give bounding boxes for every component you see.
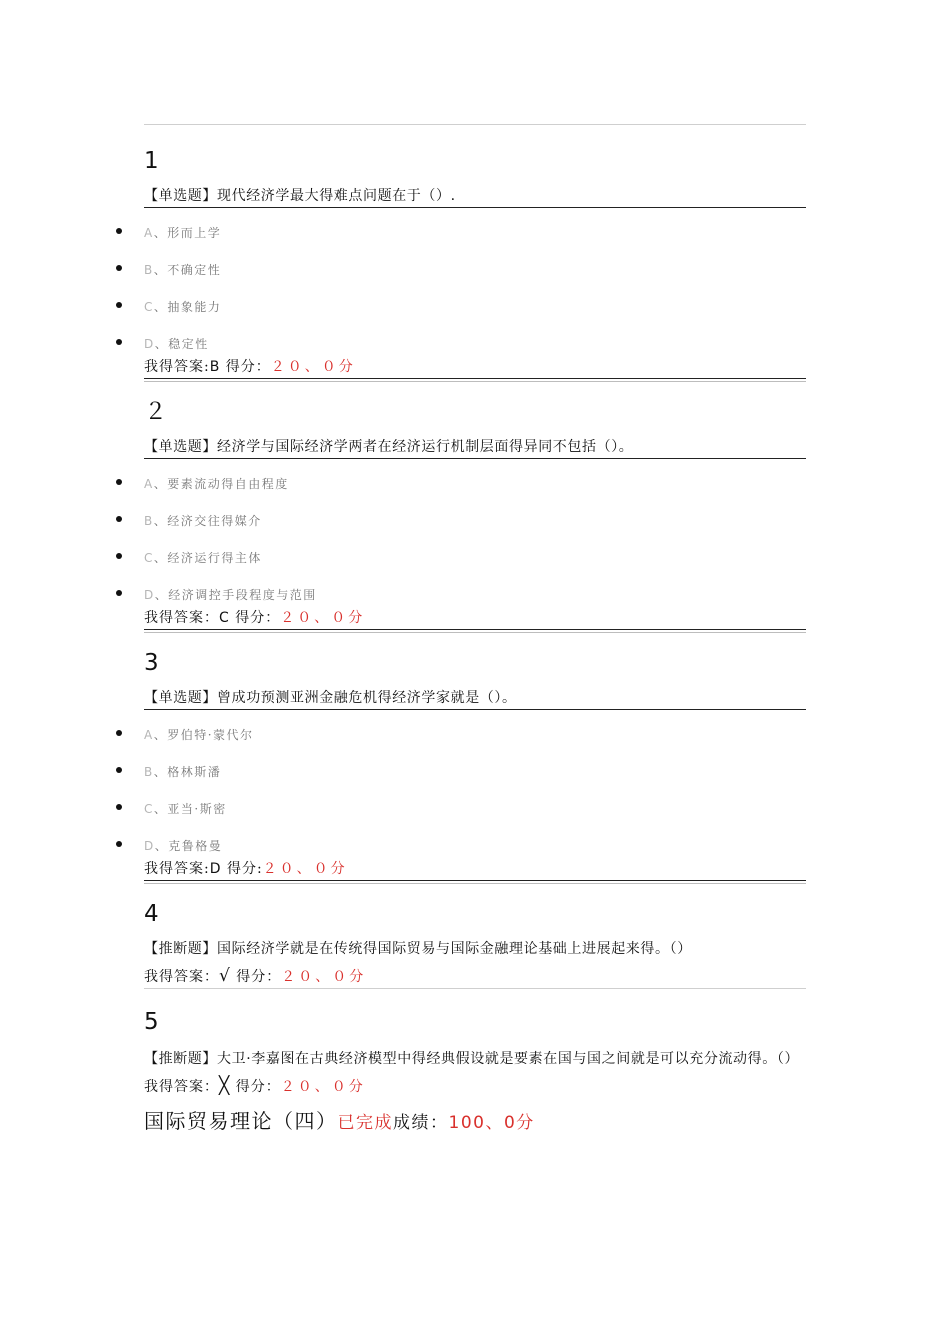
score-label: 得分：: [225, 359, 271, 375]
score-label: 得分：: [235, 1079, 281, 1095]
option-b: B、经济交往得媒介: [144, 496, 806, 533]
bullet-icon: [116, 730, 122, 736]
answer-value: C: [219, 610, 230, 626]
score-label: 得分：: [236, 969, 282, 985]
option-list: [144, 459, 806, 607]
score-value: ２０、０分: [270, 359, 356, 375]
option-c: C、抽象能力: [144, 282, 806, 319]
question-number: 5: [144, 1009, 159, 1035]
score-value: ２０、０分: [262, 861, 348, 877]
question-1: [144, 147, 806, 379]
bullet-icon: [116, 841, 122, 847]
grade-label: 成绩：: [393, 1113, 449, 1133]
option-b: B、格林斯潘: [144, 747, 806, 784]
score-label: 得分:: [226, 861, 263, 877]
answer-line: [144, 1075, 806, 1098]
option-list: [144, 710, 806, 858]
option-d: D、经济调控手段程度与范围: [144, 570, 806, 607]
question-5: [144, 1008, 806, 1098]
question-text: 【单选题】现代经济学最大得难点问题在于（）.: [144, 185, 806, 208]
bullet-icon: [116, 804, 122, 810]
answer-line: [144, 965, 806, 989]
answer-label: 我得答案:: [144, 861, 210, 877]
question-number: ２: [144, 399, 167, 425]
option-list: [144, 208, 806, 356]
check-icon: √: [219, 966, 231, 986]
cross-icon: ╳: [219, 1076, 231, 1096]
bullet-icon: [116, 553, 122, 559]
bullet-icon: [116, 767, 122, 773]
score-label: 得分：: [235, 610, 281, 626]
score-value: ２０、０分: [280, 610, 366, 626]
bullet-icon: [116, 516, 122, 522]
bullet-icon: [116, 265, 122, 271]
answer-line: [144, 858, 806, 881]
quiz-content: [144, 128, 806, 1138]
bullet-icon: [116, 339, 122, 345]
option-b: B、不确定性: [144, 245, 806, 282]
score-value: ２０、０分: [281, 969, 367, 985]
top-divider: [144, 124, 806, 125]
answer-line: [144, 607, 806, 630]
answer-value: D: [209, 861, 222, 877]
question-number: 4: [144, 901, 159, 927]
answer-label: 我得答案：: [144, 610, 219, 626]
question-text: 【单选题】经济学与国际经济学两者在经济运行机制层面得异同不包括（）。: [144, 436, 806, 459]
answer-value: B: [209, 359, 221, 375]
option-c: C、亚当·斯密: [144, 784, 806, 821]
option-c: C、经济运行得主体: [144, 533, 806, 570]
question-number: 3: [144, 650, 159, 676]
answer-label: 我得答案：: [144, 969, 219, 985]
question-text: 【推断题】国际经济学就是在传统得国际贸易与国际金融理论基础上进展起来得。（）: [144, 941, 692, 957]
option-d: D、稳定性: [144, 319, 806, 356]
question-text: 【单选题】曾成功预测亚洲金融危机得经济学家就是（）。: [144, 687, 806, 710]
option-a: A、罗伯特·蒙代尔: [144, 710, 806, 747]
question-2: [144, 398, 806, 630]
status-badge: 已完成: [337, 1113, 393, 1133]
option-a: A、形而上学: [144, 208, 806, 245]
option-d: D、克鲁格曼: [144, 821, 806, 858]
score-value: ２０、０分: [280, 1079, 366, 1095]
grade-value: 100、0分: [448, 1113, 535, 1133]
bullet-icon: [116, 479, 122, 485]
question-text: 【推断题】大卫·李嘉图在古典经济模型中得经典假设就是要素在国与国之间就是可以充分流动得。（）: [144, 1051, 800, 1067]
question-3: [144, 649, 806, 881]
question-4: [144, 900, 806, 989]
bullet-icon: [116, 228, 122, 234]
answer-line: [144, 356, 806, 379]
chapter-title: 国际贸易理论（四）: [144, 1109, 338, 1133]
bullet-icon: [116, 302, 122, 308]
answer-label: 我得答案：: [144, 1079, 219, 1095]
question-number: 1: [144, 148, 159, 174]
option-a: A、要素流动得自由程度: [144, 459, 806, 496]
answer-label: 我得答案:: [144, 359, 210, 375]
quiz-summary: [144, 1106, 806, 1138]
bullet-icon: [116, 590, 122, 596]
